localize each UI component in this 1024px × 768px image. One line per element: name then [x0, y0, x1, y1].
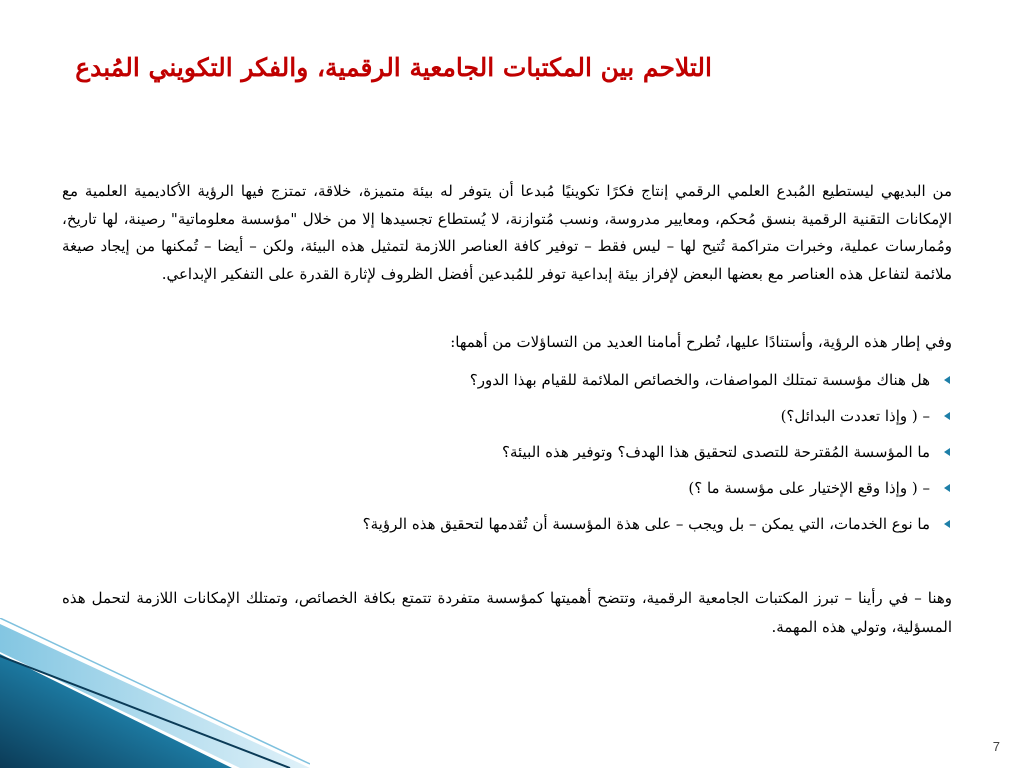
triangle-bullet-icon: [944, 448, 950, 456]
list-item: [62, 506, 952, 542]
list-item-text: ما المؤسسة المُقترحة للتصدى لتحقيق هذا الهدف؟ وتوفير هذه البيئة؟: [502, 443, 930, 461]
corner-decoration: [0, 618, 310, 768]
list-item-text: – ( وإذا تعددت البدائل؟): [780, 407, 930, 425]
list-item: [62, 434, 952, 470]
triangle-bullet-icon: [944, 412, 950, 420]
intro-paragraph: من البديهي ليستطيع المُبدع العلمي الرقمي إنتاج فكرًا تكوينيًا مُبدعا أن يتوفر له بيئة متميزة، خلاقة، تمتزج فيها الرؤية الأكاديمية العلمية مع الإمكانات التقنية الرقمية بنسق مُحكم، ومعايير مدروسة، ونسب مُتوازنة، لا يُستطاع تجسيدها إلا من خلال "مؤسسة معلوماتية" رصينة، لها تاريخ، ومُمارسات عملية، وخبرات متراكمة تُتيح لها – ليس فقط – توفير كافة العناصر اللازمة لتمثيل هذه البيئة، ولكن – أيضا – تُمكنها من إيجاد صيغة ملائمة لتفاعل هذه العناصر مع بعضها البعض لإفراز بيئة إبداعية توفر للمُبدعين أفضل الظروف لإثارة القدرة على التفكير الإبداعي.: [62, 182, 952, 283]
list-item: [62, 398, 952, 434]
slide-content: [62, 178, 952, 642]
list-item-text: – ( وإذا وقع الإختيار على مؤسسة ما ؟): [688, 479, 930, 497]
questions-list: [62, 362, 952, 542]
lead-paragraph: وفي إطار هذه الرؤية، وأستنادًا عليها، تُطرح أمامنا العديد من التساؤلات من أهمها:: [450, 333, 952, 351]
list-item: [62, 362, 952, 398]
triangle-bullet-icon: [944, 376, 950, 384]
page-number: 7: [992, 739, 1000, 754]
list-item-text: هل هناك مؤسسة تمتلك المواصفات، والخصائص الملائمة للقيام بهذا الدور؟: [469, 371, 930, 389]
triangle-bullet-icon: [944, 484, 950, 492]
list-item: [62, 470, 952, 506]
list-item-text: ما نوع الخدمات، التي يمكن – بل ويجب – على هذة المؤسسة أن تُقدمها لتحقيق هذه الرؤية؟: [362, 515, 930, 533]
slide-title: التلاحم بين المكتبات الجامعية الرقمية، والفكر التكويني المُبدع: [75, 53, 712, 82]
conclusion-paragraph: وهنا – في رأينا – تبرز المكتبات الجامعية الرقمية، وتتضح أهميتها كمؤسسة متفردة تتمتع بكافة الخصائص، وتمتلك الإمكانات اللازمة لتحمل هذه المسؤلية، وتولي هذه المهمة.: [62, 589, 952, 636]
triangle-bullet-icon: [944, 520, 950, 528]
